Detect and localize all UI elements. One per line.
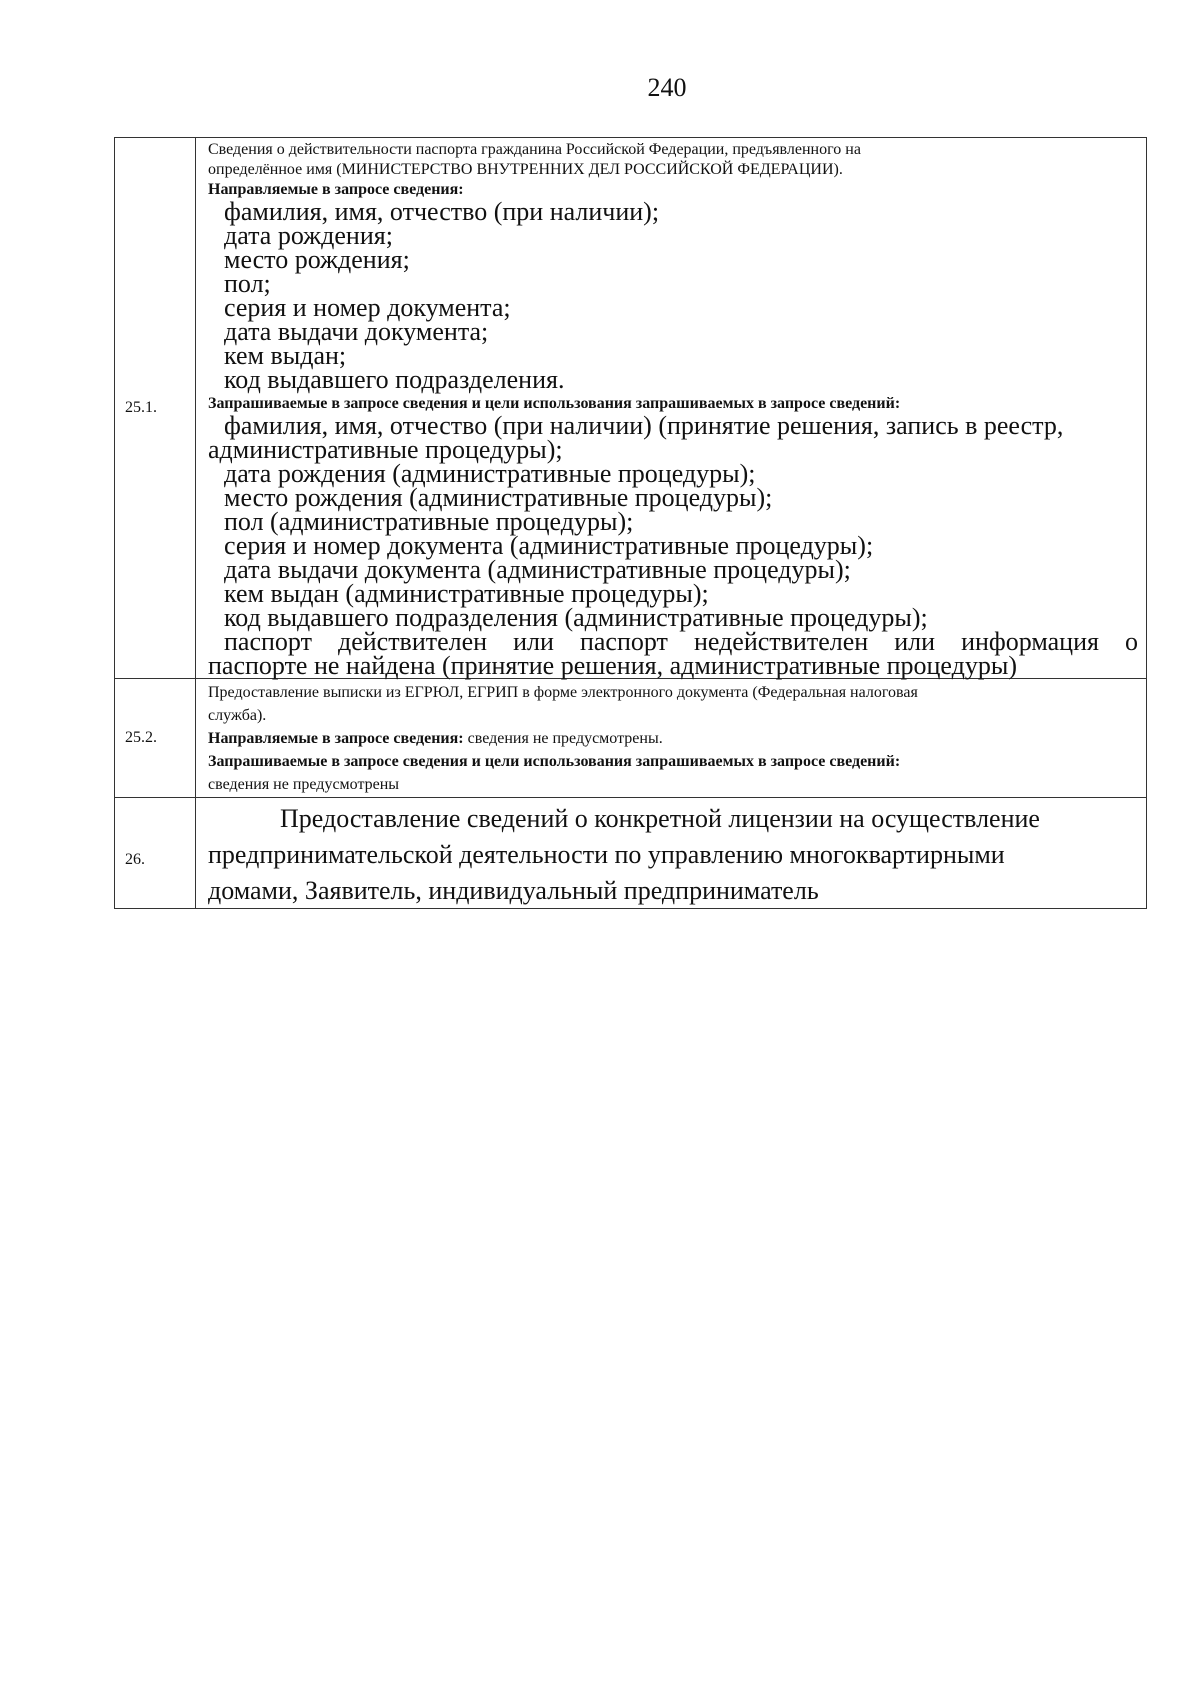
page-number: 240 xyxy=(647,73,687,102)
sent-line: Направляемые в запросе сведения: сведения не предусмотрены. xyxy=(208,730,663,747)
table-row xyxy=(115,798,1147,909)
list-item: фамилия, имя, отчество (при наличии); xyxy=(224,197,660,226)
row-text-line: предпринимательской деятельности по управлению многоквартирными xyxy=(208,840,1005,869)
row-content xyxy=(196,138,1147,679)
row-content xyxy=(196,798,1147,909)
list-item: место рождения; xyxy=(224,245,410,274)
list-item-continuation: паспорте не найдена (принятие решения, административные процедуры) xyxy=(208,651,1017,680)
requested-text: сведения не предусмотрены xyxy=(208,776,400,793)
services-table xyxy=(114,137,1147,909)
requested-heading: Запрашиваемые в запросе сведения и цели использования запрашиваемых в запросе сведений: xyxy=(208,395,901,412)
row-text-line: домами, Заявитель, индивидуальный предприниматель xyxy=(208,876,819,905)
list-item: серия и номер документа; xyxy=(224,293,511,322)
list-item: код выдавшего подразделения. xyxy=(224,365,565,394)
list-item: кем выдан; xyxy=(224,341,347,370)
row-number: 25.1. xyxy=(115,138,196,679)
table-row xyxy=(115,679,1147,798)
list-item: фамилия, имя, отчество (при наличии) (принятие решения, запись в реестр, xyxy=(224,411,1064,440)
intro-line: Предоставление выписки из ЕГРЮЛ, ЕГРИП в форме электронного документа (Федеральная налоговая xyxy=(208,684,918,701)
intro-line: Сведения о действительности паспорта гражданина Российской Федерации, предъявленного на xyxy=(208,141,861,158)
list-item: серия и номер документа (административные процедуры); xyxy=(224,531,874,560)
row-number: 25.2. xyxy=(115,679,196,798)
row-number: 26. xyxy=(115,798,196,909)
list-item: код выдавшего подразделения (административные процедуры); xyxy=(224,603,928,632)
list-item: дата рождения (административные процедуры); xyxy=(224,459,756,488)
list-item: дата выдачи документа; xyxy=(224,317,489,346)
list-item: паспорт действителен или паспорт недействителен или информация о xyxy=(224,627,1138,656)
list-item-continuation: административные процедуры); xyxy=(208,435,563,464)
list-item: пол (административные процедуры); xyxy=(224,507,634,536)
intro-line: определённое имя (МИНИСТЕРСТВО ВНУТРЕННИХ ДЕЛ РОССИЙСКОЙ ФЕДЕРАЦИИ). xyxy=(208,161,843,178)
row-text-line: Предоставление сведений о конкретной лицензии на осуществление xyxy=(280,804,1040,833)
intro-line: служба). xyxy=(208,707,267,724)
table-row xyxy=(115,138,1147,679)
list-item: дата рождения; xyxy=(224,221,393,250)
row-content xyxy=(196,679,1147,798)
list-item: кем выдан (административные процедуры); xyxy=(224,579,709,608)
requested-heading: Запрашиваемые в запросе сведения и цели использования запрашиваемых в запросе сведений: xyxy=(208,753,901,770)
list-item: дата выдачи документа (административные процедуры); xyxy=(224,555,851,584)
list-item: пол; xyxy=(224,269,271,298)
list-item: место рождения (административные процедуры); xyxy=(224,483,773,512)
sent-heading: Направляемые в запросе сведения: xyxy=(208,181,464,198)
